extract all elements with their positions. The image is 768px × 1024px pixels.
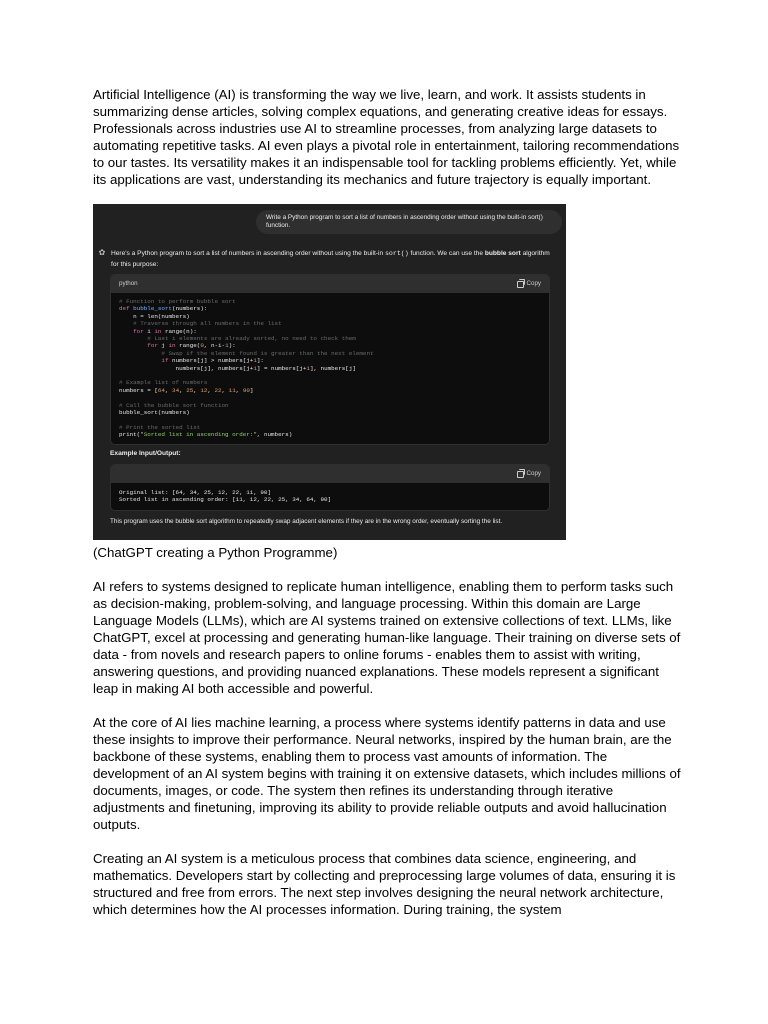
code-block-python bbox=[110, 274, 550, 445]
copy-code-button[interactable] bbox=[517, 280, 541, 288]
assistant-intro-bold: bubble sort bbox=[484, 250, 521, 257]
figure-caption: (ChatGPT creating a Python Programme) bbox=[93, 545, 338, 560]
paragraph-4: Creating an AI system is a meticulous process that combines data science, engineering, and mathematics. Developers start by collecting and preprocessing large volumes of data, ensuring it is structured and free from errors. The next step involves designing the neural network architecture, which determines how the AI processes information. During training, the system bbox=[93, 851, 676, 917]
copy-label: Copy bbox=[526, 280, 541, 287]
document-page bbox=[93, 86, 683, 918]
copy-label: Copy bbox=[526, 470, 541, 477]
output-line-2: Sorted list in ascending order: [11, 12, 22, 25, 34, 64, 90] bbox=[119, 496, 332, 504]
assistant-intro-text-c: algorithm for this purpose: bbox=[111, 250, 550, 268]
python-code: # Function to perform bubble sort def bubble_sort(numbers): n = len(numbers) # Traverse through all numbers in the list for i in range(n): # Last i elements are already sorted, no need to check them for j in range(0, n-i-1): # Swap if the element found is greater than the next element if numbers[j] > numbers[j+1]: numbers[j], numbers[j+1] = numbers[j+1], numbers[j] # Example list of numbers numbers = [64, 34, 25, 12, 22, 11, 90] # Call the bubble sort function bubble_sort(numbers) # Print the sorted list print("Sorted list in ascending order:", numbers) bbox=[119, 298, 374, 439]
output-block-header bbox=[111, 465, 549, 483]
inline-code: sort() bbox=[384, 250, 409, 257]
code-block-output bbox=[110, 464, 550, 511]
assistant-intro bbox=[111, 248, 551, 270]
copy-icon bbox=[517, 471, 524, 478]
user-prompt-bubble: Write a Python program to sort a list of numbers in ascending order without using the built-in sort() function. bbox=[256, 210, 562, 234]
output-text bbox=[111, 483, 549, 510]
paragraph-3: At the core of AI lies machine learning, a process where systems identify patterns in data and use these insights to improve their performance. Neural networks, inspired by the human brain, are the backbone of these systems, enabling them to process vast amounts of information. The development of an AI system begins with training it on extensive datasets, which includes millions of documents, images, or code. The system then refines its understanding through iterative adjustments and finetuning, improving its ability to provide reliable outputs and avoid hallucination outputs. bbox=[93, 715, 681, 832]
code-block-header bbox=[111, 275, 549, 293]
assistant-intro-text-a: Here's a Python program to sort a list of numbers in ascending order without using the built-in bbox=[111, 250, 385, 257]
assistant-closing: This program uses the bubble sort algorithm to repeatedly swap adjacent elements if they are in the wrong order, eventually sorting the list. bbox=[110, 518, 503, 525]
example-title: Example Input/Output: bbox=[110, 450, 181, 457]
code-language-label: python bbox=[119, 280, 138, 287]
copy-icon bbox=[517, 281, 524, 288]
output-line-1: Original list: [64, 34, 25, 12, 22, 11, 90] bbox=[119, 489, 272, 496]
chatgpt-logo-icon: ✿ bbox=[98, 248, 106, 257]
assistant-intro-text-b: function. We can use the bbox=[408, 250, 485, 257]
paragraph-2: AI refers to systems designed to replicate human intelligence, enabling them to perform tasks such as decision-making, problem-solving, and language processing. Within this domain are Large Language Models (LLMs), which are AI systems trained on extensive collections of text. LLMs, like ChatGPT, excel at processing and generating human-like language. Their training on diverse sets of data - from novels and research papers to online forums - enables them to assist with writing, answering questions, and providing nuanced explanations. These models represent a significant leap in making AI both accessible and powerful. bbox=[93, 579, 681, 696]
copy-output-button[interactable] bbox=[517, 470, 541, 478]
intro-paragraph: Artificial Intelligence (AI) is transforming the way we live, learn, and work. It assists students in summarizing dense articles, solving complex equations, and generating creative ideas for essays. Professionals across industries use AI to streamline processes, from analyzing large datasets to automating repetitive tasks. AI even plays a pivotal role in entertainment, tailoring recommendations to our tastes. Its versatility makes it an indispensable tool for tackling problems efficiently. Yet, while its applications are vast, understanding its mechanics and future trajectory is equally important. bbox=[93, 87, 680, 187]
chatgpt-screenshot bbox=[93, 204, 566, 540]
